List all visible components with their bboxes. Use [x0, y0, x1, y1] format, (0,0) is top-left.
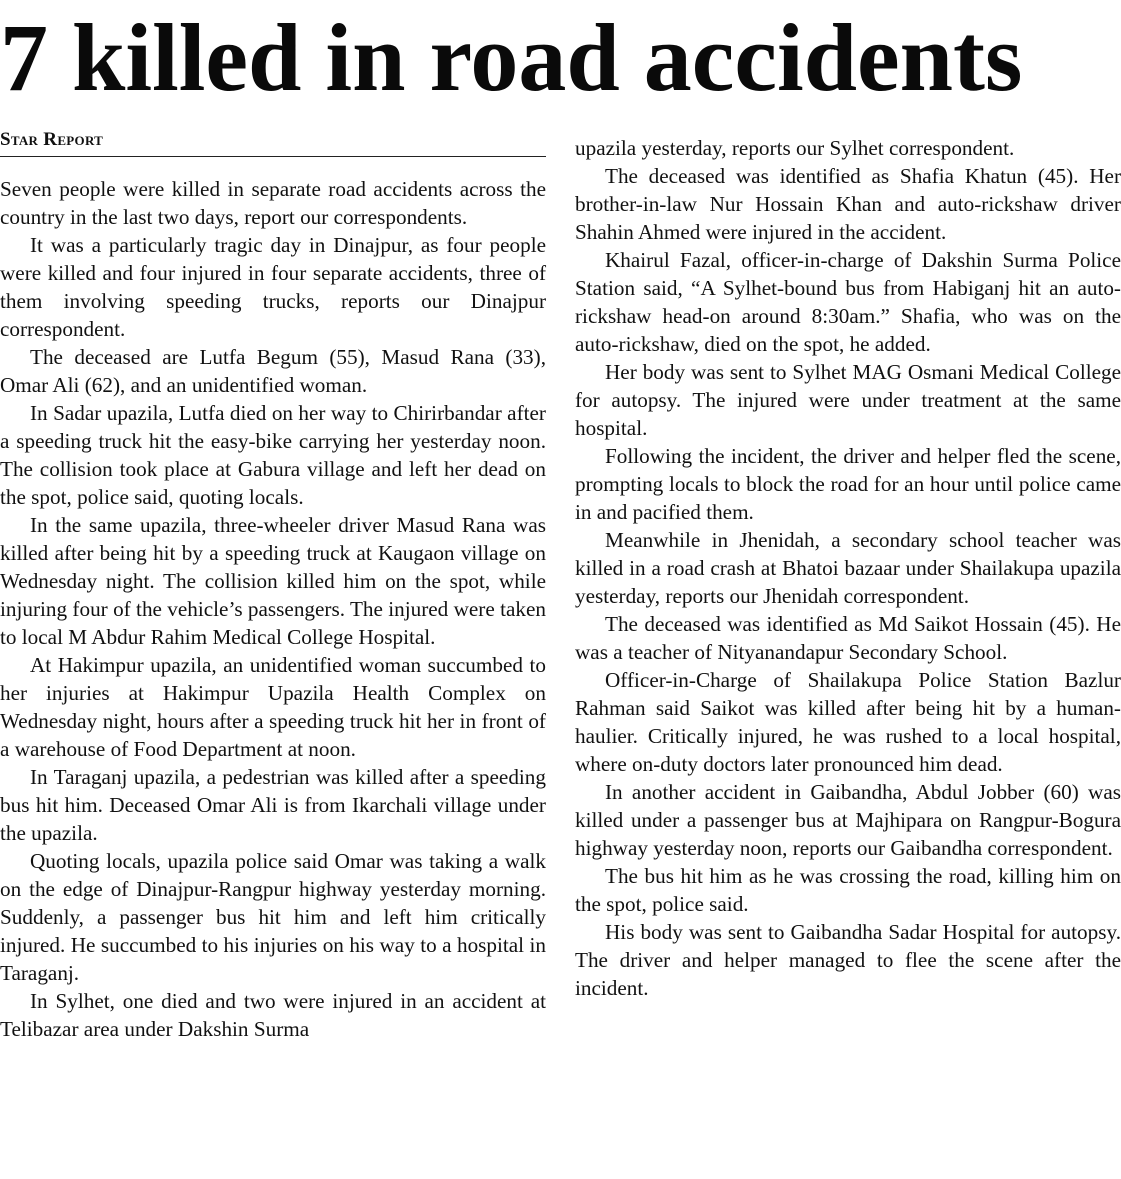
- article-column-right: [575, 134, 1121, 1002]
- paragraph: upazila yesterday, reports our Sylhet correspondent.: [575, 136, 1015, 160]
- headline: 7 killed in road accidents: [0, 4, 1023, 111]
- paragraph: At Hakimpur upazila, an unidentified woman succumbed to her injuries at Hakimpur Upazila Health Complex on Wednesday night, hours after a speeding truck hit her in front of a warehouse of Food Department at noon.: [0, 653, 546, 761]
- paragraph: In Sadar upazila, Lutfa died on her way to Chirirbandar after a speeding truck hit the easy-bike carrying her yesterday noon. The collision took place at Gabura village and left her dead on the spot, police said, quoting locals.: [0, 401, 546, 509]
- paragraph: His body was sent to Gaibandha Sadar Hospital for autopsy. The driver and helper managed to flee the scene after the incident.: [575, 920, 1121, 1000]
- paragraph: In another accident in Gaibandha, Abdul Jobber (60) was killed under a passenger bus at Majhipara on Rangpur-Bogura highway yesterday noon, reports our Gaibandha correspondent.: [575, 780, 1121, 860]
- paragraph: Officer-in-Charge of Shailakupa Police Station Bazlur Rahman said Saikot was killed after being hit by a human-haulier. Critically injured, he was rushed to a local hospital, where on-duty doctors later pronounced him dead.: [575, 668, 1121, 776]
- paragraph: The deceased was identified as Md Saikot Hossain (45). He was a teacher of Nityanandapur Secondary School.: [575, 612, 1121, 664]
- paragraph: The bus hit him as he was crossing the road, killing him on the spot, police said.: [575, 864, 1121, 916]
- paragraph: Her body was sent to Sylhet MAG Osmani Medical College for autopsy. The injured were under treatment at the same hospital.: [575, 360, 1121, 440]
- paragraph: In Taraganj upazila, a pedestrian was killed after a speeding bus hit him. Deceased Omar Ali is from Ikarchali village under the upazila.: [0, 765, 546, 845]
- paragraph: Seven people were killed in separate road accidents across the country in the last two days, report our correspondents.: [0, 177, 546, 229]
- paragraph: In Sylhet, one died and two were injured in an accident at Telibazar area under Dakshin Surma: [0, 989, 546, 1041]
- byline: Star Report: [0, 128, 546, 157]
- paragraph: Meanwhile in Jhenidah, a secondary school teacher was killed in a road crash at Bhatoi bazaar under Shailakupa upazila yesterday, reports our Jhenidah correspondent.: [575, 528, 1121, 608]
- paragraph: It was a particularly tragic day in Dinajpur, as four people were killed and four injured in four separate accidents, three of them involving speeding trucks, reports our Dinajpur correspondent.: [0, 233, 546, 341]
- paragraph: The deceased was identified as Shafia Khatun (45). Her brother-in-law Nur Hossain Khan and auto-rickshaw driver Shahin Ahmed were injured in the accident.: [575, 164, 1121, 244]
- article-column-left: [0, 128, 546, 1043]
- paragraph: Quoting locals, upazila police said Omar was taking a walk on the edge of Dinajpur-Rangpur highway yesterday morning. Suddenly, a passenger bus hit him and left him critically injured. He succumbed to his injuries on his way to a hospital in Taraganj.: [0, 849, 546, 985]
- paragraph: In the same upazila, three-wheeler driver Masud Rana was killed after being hit by a speeding truck at Kaugaon village on Wednesday night. The collision killed him on the spot, while injuring four of the vehicle’s passengers. The injured were taken to local M Abdur Rahim Medical College Hospital.: [0, 513, 546, 649]
- paragraph: Khairul Fazal, officer-in-charge of Dakshin Surma Police Station said, “A Sylhet-bound bus from Habiganj hit an auto-rickshaw head-on around 8:30am.” Shafia, who was on the auto-rickshaw, died on the spot, he added.: [575, 248, 1121, 356]
- paragraph: The deceased are Lutfa Begum (55), Masud Rana (33), Omar Ali (62), and an unidentified woman.: [0, 345, 546, 397]
- paragraph: Following the incident, the driver and helper fled the scene, prompting locals to block the road for an hour until police came in and pacified them.: [575, 444, 1121, 524]
